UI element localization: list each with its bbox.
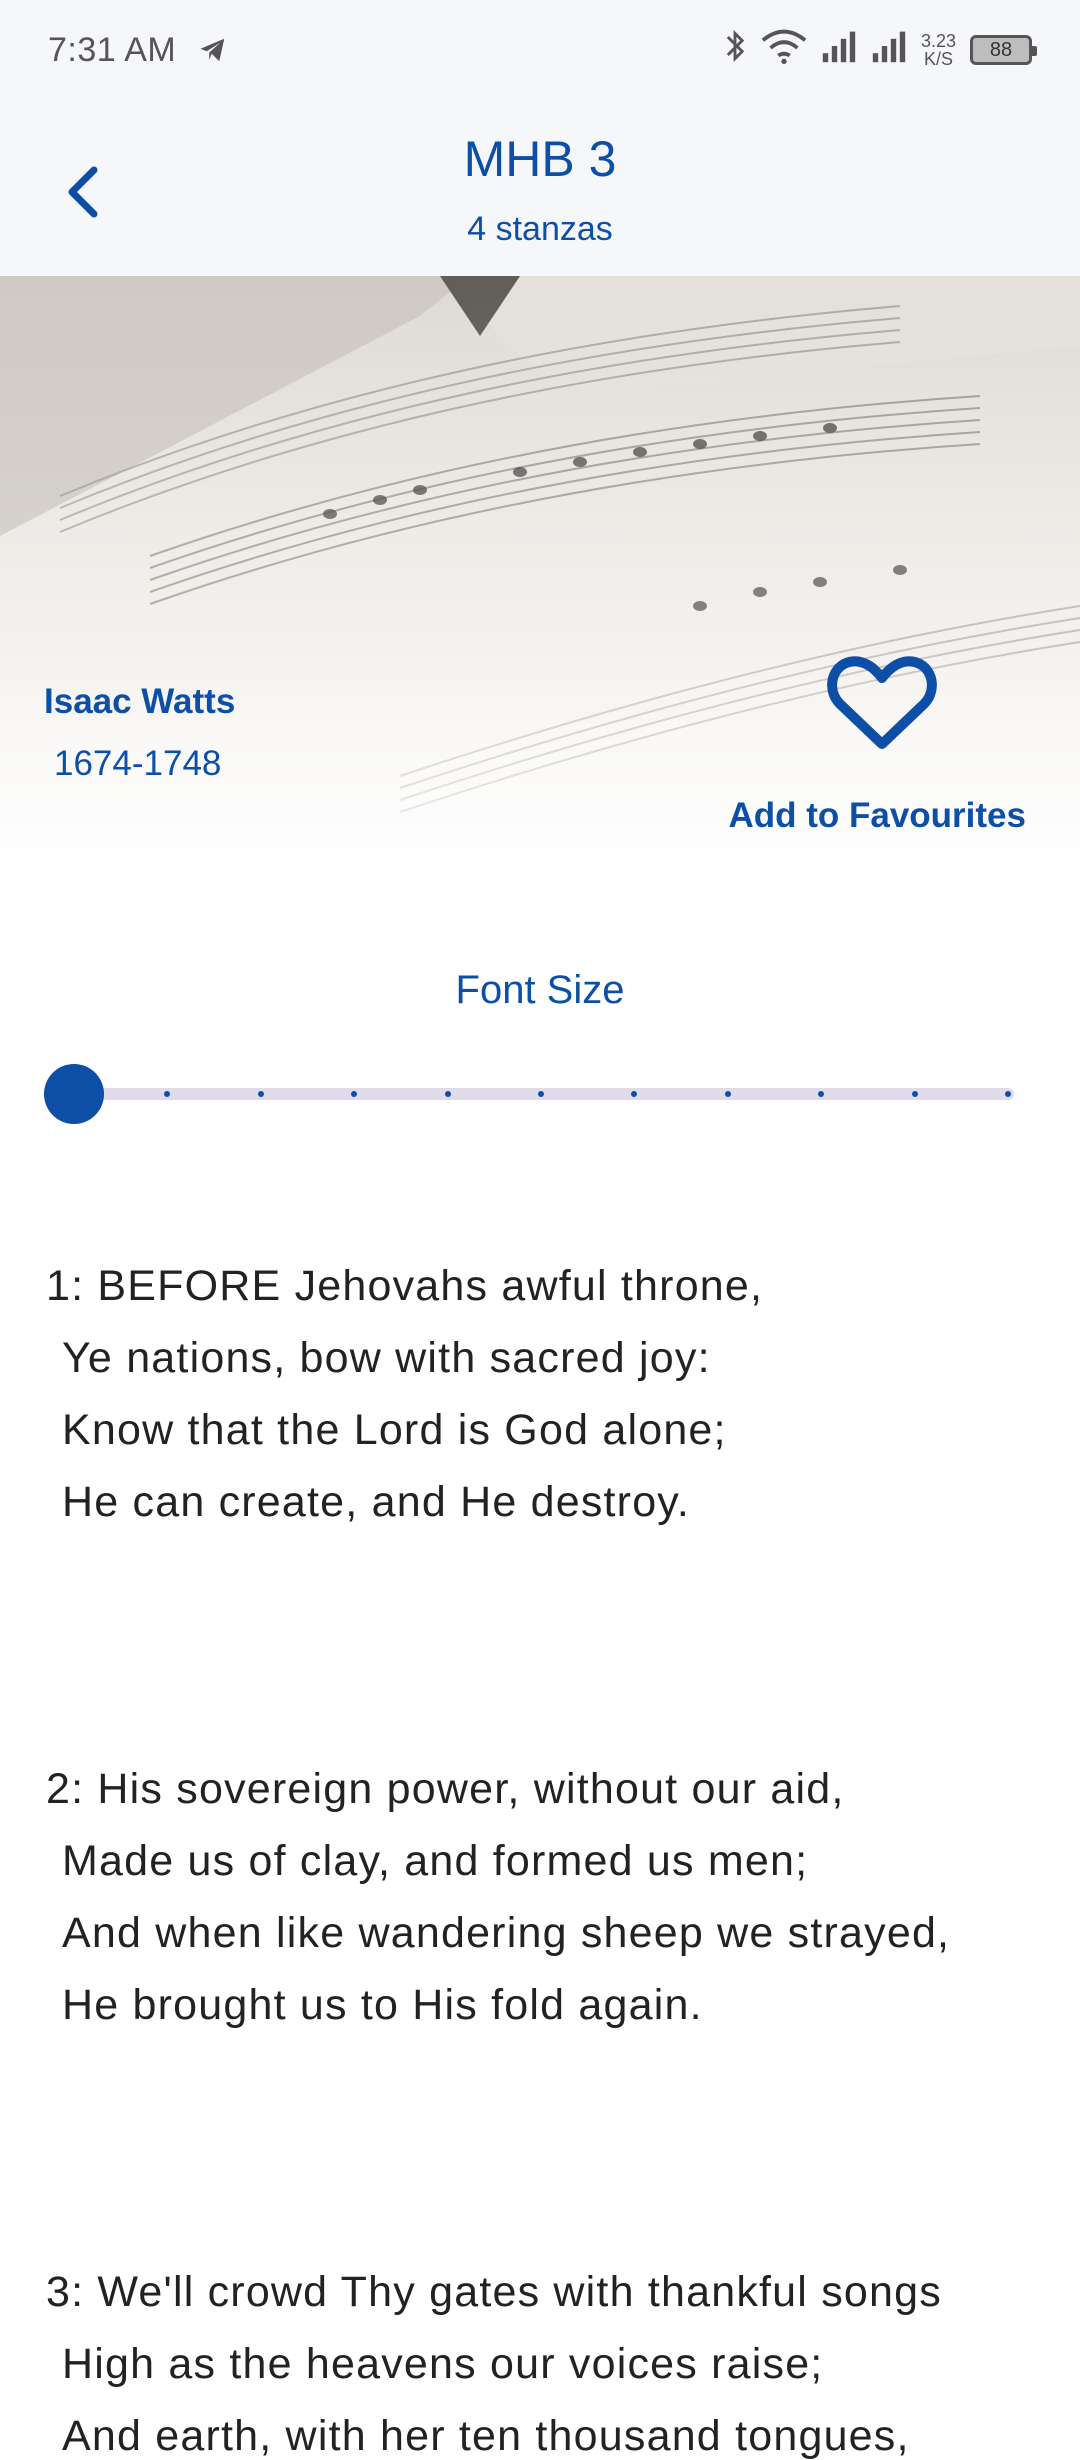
signal-icon-2 [871, 29, 907, 72]
network-speed [921, 32, 956, 68]
stanza [46, 2256, 1046, 2460]
heart-icon[interactable] [826, 650, 938, 754]
battery-icon [970, 35, 1032, 65]
stanza-line: And earth, with her ten thousand tongues, [62, 2412, 910, 2460]
slider-tick [912, 1091, 918, 1097]
app-bar [0, 100, 1080, 276]
author-name: Isaac Watts [44, 682, 236, 721]
network-speed-value: 3.23 [920, 31, 956, 51]
font-size-label: Font Size [455, 968, 625, 1012]
stanza-line: Know that the Lord is God alone; [62, 1406, 727, 1454]
stanza-line: 1: BEFORE Jehovahs awful throne, [46, 1262, 764, 1310]
slider-tick [538, 1091, 544, 1097]
status-time: 7:31 AM [48, 30, 177, 69]
slider-tick [445, 1091, 451, 1097]
telegram-icon [196, 35, 230, 65]
network-speed-unit: K/S [923, 49, 953, 69]
stanza-line: He brought us to His fold again. [62, 1981, 703, 2029]
slider-tick [1005, 1091, 1011, 1097]
font-size-slider[interactable] [44, 1064, 1014, 1124]
slider-tick [258, 1091, 264, 1097]
stanza-line: Ye nations, bow with sacred joy: [62, 1334, 711, 1382]
stanza-line: 2: His sovereign power, without our aid, [46, 1765, 845, 1813]
signal-icon-1 [821, 29, 857, 72]
hero-banner [0, 276, 1080, 936]
stanza-line: High as the heavens our voices raise; [62, 2340, 824, 2388]
page-title: MHB 3 [463, 131, 617, 187]
stanza-list [46, 1250, 1046, 2460]
stanza-line: Made us of clay, and formed us men; [62, 1837, 809, 1885]
battery-level: 88 [989, 38, 1013, 61]
sheet-music-background [0, 276, 1080, 936]
status-icons [723, 28, 1032, 73]
stanza [46, 1250, 1046, 1538]
stanza [46, 1753, 1046, 2041]
add-to-favourites-button[interactable]: Add to Favourites [728, 796, 1026, 835]
stanza-line: He can create, and He destroy. [62, 1478, 690, 1526]
status-bar [0, 0, 1080, 100]
slider-tick [725, 1091, 731, 1097]
page-subtitle: 4 stanzas [467, 210, 613, 248]
wifi-icon [761, 28, 807, 73]
bluetooth-icon [723, 28, 747, 73]
slider-thumb[interactable] [44, 1064, 104, 1124]
stanza-line: 3: We'll crowd Thy gates with thankful songs [46, 2268, 942, 2316]
stanza-line: And when like wandering sheep we strayed, [62, 1909, 951, 1957]
author-years: 1674-1748 [54, 744, 222, 783]
